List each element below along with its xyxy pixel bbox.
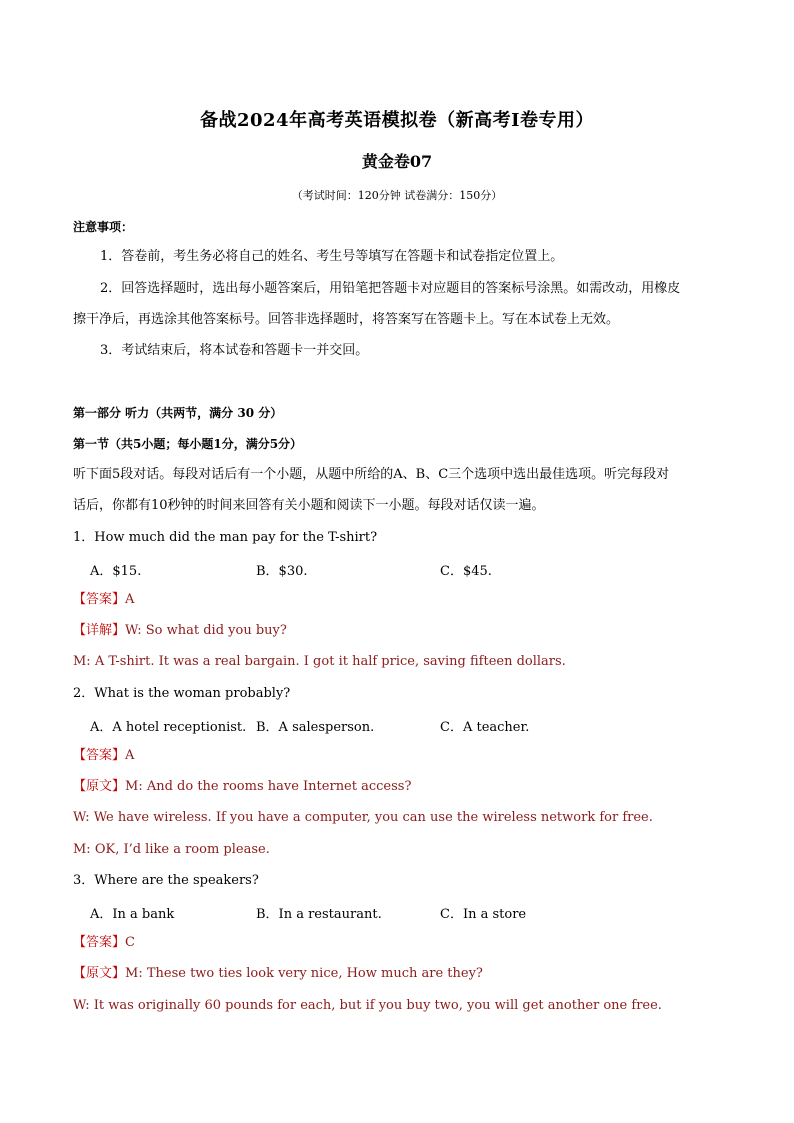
q2-detail-line-1: [73, 778, 733, 796]
exam-time-info: （考试时间：120分钟 试卷满分：150分）: [291, 189, 503, 202]
notice-item-2-cont: 擦干净后，再选涂其他答案标号。回答非选择题时，将答案写在答题卡上。写在本试卷上无效。: [73, 312, 620, 327]
question-1-stem: 1．How much did the man pay for the T-shirt?: [73, 530, 378, 545]
dialogue-text: M: These two ties look very nice, How much are they?: [125, 966, 483, 981]
q2-option-c: C．A teacher.: [440, 720, 530, 735]
notice-item-1: 1．答卷前，考生务必将自己的姓名、考生号等填写在答题卡和试卷指定位置上。: [100, 249, 564, 264]
q3-detail-line-1: [73, 965, 733, 983]
q3-option-a: A．In a bank: [90, 907, 175, 922]
q1-option-a: A．$15.: [90, 564, 142, 579]
question-2-stem: 2．What is the woman probably?: [73, 686, 291, 701]
instructions-line-2: 话后，你都有10秒钟的时间来回答有关小题和阅读下一小题。每段对话仅读一遍。: [73, 498, 545, 513]
instructions-line-1: 听下面5段对话。每段对话后有一个小题，从题中所给的A、B、C三个选项中选出最佳选项。听完每段对: [73, 467, 670, 482]
dialogue-text: W: So what did you buy?: [125, 623, 287, 638]
q3-answer: [73, 934, 733, 952]
answer-tag: 【答案】: [73, 592, 126, 607]
answer-tag: 【答案】: [73, 935, 126, 950]
q2-detail-line-2: W: We have wireless. If you have a computer, you can use the wireless network for free.: [73, 810, 653, 825]
answer-value: C: [125, 935, 135, 950]
exam-subtitle: 黄金卷07: [361, 152, 433, 171]
part1-heading: 第一部分 听力（共两节，满分 30 分）: [73, 406, 283, 420]
q3-option-c: C．In a store: [440, 907, 527, 922]
detail-tag: 【详解】: [73, 623, 126, 638]
q1-option-c: C．$45.: [440, 564, 492, 579]
q1-detail-line-1: [73, 622, 733, 640]
q1-option-b: B．$30.: [256, 564, 308, 579]
q2-option-b: B．A salesperson.: [256, 720, 375, 735]
notice-item-2: 2．回答选择题时，选出每小题答案后，用铅笔把答题卡对应题目的答案标号涂黑。如需改动，用橡皮: [100, 281, 681, 296]
detail-tag: 【原文】: [73, 779, 126, 794]
q1-detail-line-2: M: A T-shirt. It was a real bargain. I got it half price, saving fifteen dollars.: [73, 654, 566, 669]
notice-item-3: 3．考试结束后，将本试卷和答题卡一并交回。: [100, 343, 369, 358]
answer-value: A: [125, 592, 135, 607]
q3-detail-line-2: W: It was originally 60 pounds for each, but if you buy two, you will get another one free.: [73, 998, 662, 1013]
q2-answer: [73, 747, 733, 765]
notice-heading: 注意事项：: [73, 220, 134, 234]
q2-option-a: A．A hotel receptionist.: [90, 720, 247, 735]
q3-option-b: B．In a restaurant.: [256, 907, 382, 922]
q1-answer: [73, 591, 733, 609]
dialogue-text: M: And do the rooms have Internet access?: [125, 779, 412, 794]
detail-tag: 【原文】: [73, 966, 126, 981]
question-3-stem: 3．Where are the speakers?: [73, 873, 259, 888]
section1-heading: 第一节（共5小题；每小题1分，满分5分）: [73, 437, 303, 451]
answer-tag: 【答案】: [73, 748, 126, 763]
exam-title: 备战2024年高考英语模拟卷（新高考I卷专用）: [199, 110, 595, 131]
q2-detail-line-3: M: OK, I’d like a room please.: [73, 842, 270, 857]
answer-value: A: [125, 748, 135, 763]
